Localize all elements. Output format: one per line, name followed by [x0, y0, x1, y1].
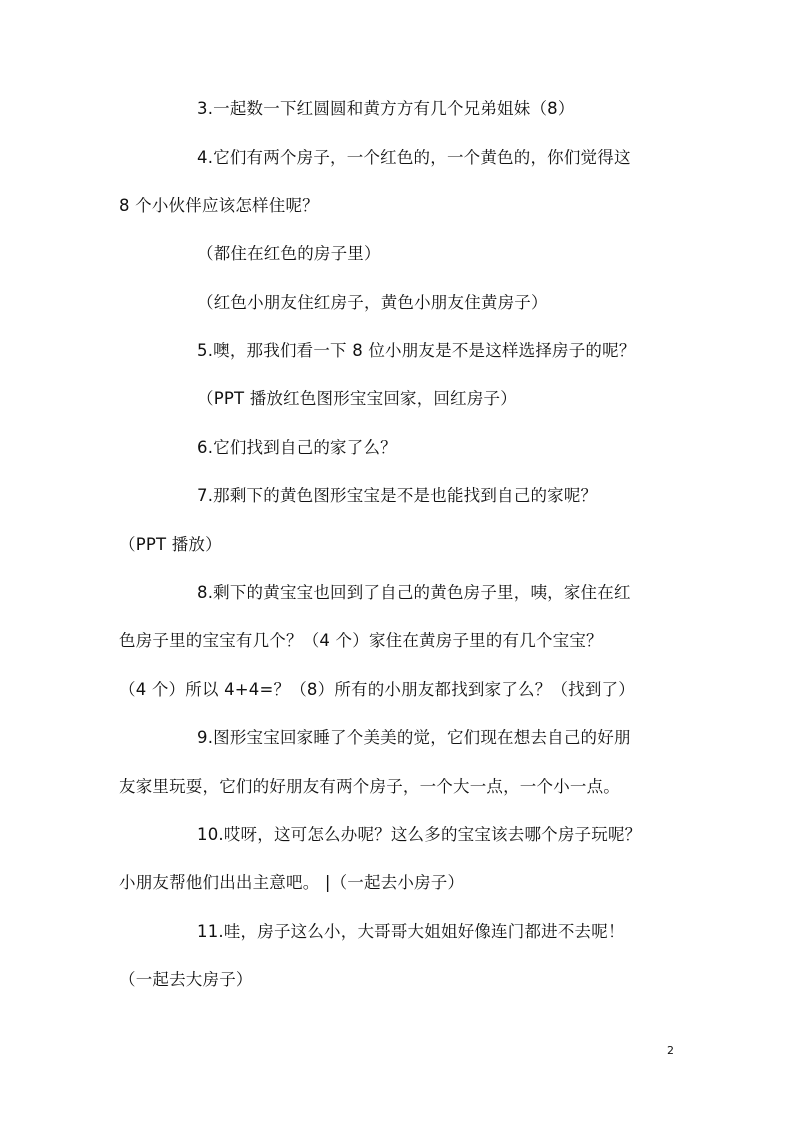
paragraph-5: 5.噢，那我们看一下 8 位小朋友是不是这样选择房子的呢？ [197, 341, 636, 360]
paragraph-4-line-2: 8 个小伙伴应该怎样住呢？ [119, 196, 319, 215]
answer-2: （红色小朋友住红房子，黄色小朋友住黄房子） [197, 293, 548, 312]
ppt-note-1: （PPT 播放红色图形宝宝回家，回红房子） [197, 389, 517, 408]
paragraph-3: 3.一起数一下红圆圆和黄方方有几个兄弟姐妹（8） [197, 99, 575, 118]
paragraph-11-line-1: 11.哇，房子这么小，大哥哥大姐姐好像连门都进不去呢！ [197, 922, 625, 941]
paragraph-7-line-2: （PPT 播放） [119, 535, 222, 554]
paragraph-6: 6.它们找到自己的家了么？ [197, 438, 397, 457]
paragraph-8-line-1: 8.剩下的黄宝宝也回到了自己的黄色房子里，咦，家住在红 [197, 583, 631, 602]
paragraph-10-line-2: 小朋友帮他们出出主意吧。 |（一起去小房子） [119, 873, 465, 892]
paragraph-8-line-2: 色房子里的宝宝有几个？（4 个）家住在黄房子里的有几个宝宝？ [119, 631, 603, 650]
paragraph-9-line-1: 9.图形宝宝回家睡了个美美的觉，它们现在想去自己的好朋 [197, 728, 631, 747]
paragraph-7-line-1: 7.那剩下的黄色图形宝宝是不是也能找到自己的家呢？ [197, 486, 598, 505]
page-number: 2 [667, 1044, 674, 1057]
paragraph-4-line-1: 4.它们有两个房子，一个红色的，一个黄色的，你们觉得这 [197, 148, 631, 167]
answer-1: （都住在红色的房子里） [197, 244, 381, 263]
paragraph-9-line-2: 友家里玩耍，它们的好朋友有两个房子，一个大一点，一个小一点。 [119, 777, 620, 796]
paragraph-10-line-1: 10.哎呀，这可怎么办呢？这么多的宝宝该去哪个房子玩呢？ [197, 825, 642, 844]
paragraph-8-line-3: （4 个）所以 4+4=？（8）所有的小朋友都找到家了么？（找到了） [119, 680, 635, 699]
paragraph-11-line-2: （一起去大房子） [119, 970, 253, 989]
